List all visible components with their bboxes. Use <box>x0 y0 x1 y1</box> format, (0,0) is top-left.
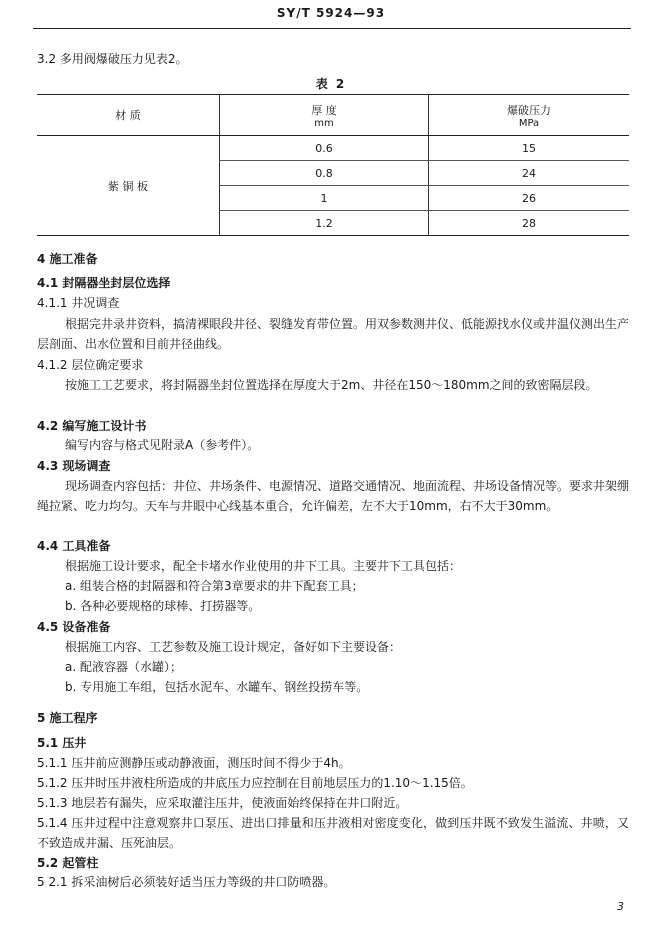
section-5-2-heading: 5.2 起管柱 <box>37 856 99 870</box>
section-5-2-1-text: 5 2.1 拆采油树后必须装好适当压力等级的井口防喷器。 <box>37 875 336 889</box>
pressure-cell: 28 <box>429 211 630 236</box>
section-5-1-heading: 5.1 压井 <box>37 736 87 750</box>
pressure-cell: 15 <box>429 136 630 161</box>
section-4-4-heading: 4.4 工具准备 <box>37 539 111 553</box>
section-5-1-4-text: 5.1.4 压井过程中注意观察井口泵压、进出口排量和压井液相对密度变化，做到压井既不致发生溢流、井喷，又不致造成井漏、压死油层。 <box>37 816 629 850</box>
section-5-title: 5 施工程序 <box>37 711 98 725</box>
section-4-5-item-b: b. 专用施工车组，包括水泥车、水罐车、钢丝投捞车等。 <box>65 680 369 694</box>
section-4-4-item-b: b. 各种必要规格的球棒、打捞器等。 <box>65 599 261 613</box>
section-4-5-text: 根据施工内容、工艺参数及施工设计规定，备好如下主要设备： <box>65 640 402 654</box>
header-pressure: 爆破压力 MPa <box>429 95 630 136</box>
material-cell: 紫 铜 板 <box>37 136 220 236</box>
section-4-1-1-heading: 4.1.1 井况调查 <box>37 296 120 310</box>
page-number: 3 <box>617 900 624 913</box>
section-4-2-heading: 4.2 编写施工设计书 <box>37 419 147 433</box>
thickness-cell: 1 <box>220 186 429 211</box>
section-4-3-text: 现场调查内容包括：井位、井场条件、电源情况、道路交通情况、地面流程、井场设备情况等。要求井架绷绳拉紧、吃力均匀。天车与井眼中心线基本重合，允许偏差，左不大于10mm，右不大于30mm。 <box>37 479 630 513</box>
thickness-cell: 0.8 <box>220 161 429 186</box>
thickness-cell: 1.2 <box>220 211 429 236</box>
section-5-1-3-text: 5.1.3 地层若有漏失，应采取灌注压井，使液面始终保持在井口附近。 <box>37 796 408 810</box>
section-4-4-item-a: a. 组装合格的封隔器和符合第3章要求的井下配套工具； <box>65 579 364 593</box>
table-title: 表 2 <box>315 77 347 91</box>
section-4-4-text: 根据施工设计要求，配全卡堵水作业使用的井下工具。主要井下工具包括： <box>65 559 462 573</box>
thickness-cell: 0.6 <box>220 136 429 161</box>
section-4-title: 4 施工准备 <box>37 252 98 266</box>
section-5-1-1-text: 5.1.1 压井前应测静压或动静液面，测压时间不得少于4h。 <box>37 756 351 770</box>
header-thickness: 厚 度 mm <box>220 95 429 136</box>
section-4-5-heading: 4.5 设备准备 <box>37 620 111 634</box>
section-4-3-heading: 4.3 现场调查 <box>37 459 111 473</box>
section-4-5-item-a: a. 配液容器（水罐）； <box>65 660 182 674</box>
section-4-1-1-text: 根据完井录井资料，搞清裸眼段井径、裂缝发育带位置。用双参数测井仪、低能源找水仪或井温仪测出生产层剖面、出水位置和目前井径曲线。 <box>37 317 630 351</box>
header-material: 材 质 <box>37 95 220 136</box>
pressure-cell: 24 <box>429 161 630 186</box>
pressure-cell: 26 <box>429 186 630 211</box>
section-4-1-2-text: 按施工工艺要求，将封隔器坐封位置选择在厚度大于2m、井径在150～180mm之间的致密隔层段。 <box>65 378 598 392</box>
table-row <box>37 136 629 161</box>
header-rule <box>33 28 631 29</box>
burst-pressure-table <box>37 94 629 236</box>
section-5-1-2-text: 5.1.2 压井时压井液柱所造成的井底压力应控制在目前地层压力的1.10～1.15倍。 <box>37 776 473 790</box>
section-4-1-2-heading: 4.1.2 层位确定要求 <box>37 358 144 372</box>
section-4-1-heading: 4.1 封隔器坐封层位选择 <box>37 276 171 290</box>
section-4-2-text: 编写内容与格式见附录A（参考件）。 <box>65 438 260 452</box>
section-3-2-text: 3.2 多用阀爆破压力见表2。 <box>37 52 188 66</box>
page-header-code: SY/T 5924—93 <box>276 6 386 20</box>
